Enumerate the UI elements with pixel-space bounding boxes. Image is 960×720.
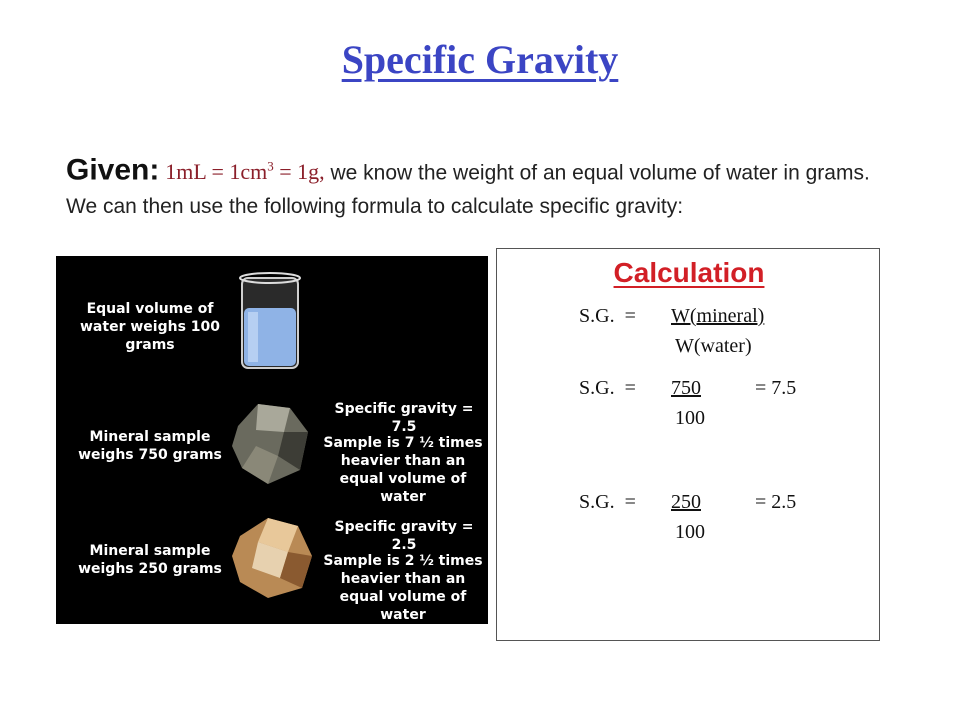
example1-numerator: 750: [671, 377, 701, 399]
example2-result: = 2.5: [755, 491, 797, 513]
calculation-title: Calculation: [613, 257, 765, 288]
formula-numerator: W(mineral): [671, 305, 765, 327]
mineral1-note: Sample is 7 ½ times heavier than an equal volume of water: [323, 435, 483, 505]
mineral2-note: Sample is 2 ½ times heavier than an equal volume of water: [323, 553, 483, 623]
given-paragraph: [66, 150, 896, 224]
formula-denominator: W(water): [675, 335, 752, 357]
given-label: Given:: [66, 153, 160, 187]
mineral1-label: Mineral sample weighs 750 grams: [78, 429, 222, 463]
slide-title: Specific Gravity: [341, 37, 619, 82]
given-equation: $1mL = 1cm^3 = 1g$,: [165, 159, 325, 185]
mineral1-sg: Specific gravity = 7.5: [334, 401, 474, 435]
mineral2-sg: Specific gravity = 2.5: [334, 519, 474, 553]
example1-result: = 7.5: [755, 377, 797, 399]
beaker-icon: [234, 268, 306, 372]
example1-lhs: S.G. =: [579, 377, 636, 399]
dark-mineral-icon: [228, 396, 314, 488]
light-mineral-icon: [228, 512, 318, 602]
example2-numerator: 250: [671, 491, 701, 513]
water-label: Equal volume of water weighs 100 grams: [80, 301, 220, 353]
given-text: we know the weight of an equal volume of water in grams. We can then use the following formula to calculate specific gravity:: [66, 161, 870, 219]
example2-lhs: S.G. =: [579, 491, 636, 513]
calculation-box: [496, 248, 880, 641]
specific-gravity-illustration: [56, 256, 488, 624]
example1-denominator: 100: [675, 407, 705, 429]
example2-denominator: 100: [675, 521, 705, 543]
mineral2-label: Mineral sample weighs 250 grams: [78, 543, 222, 577]
formula-lhs: S.G. =: [579, 305, 636, 327]
